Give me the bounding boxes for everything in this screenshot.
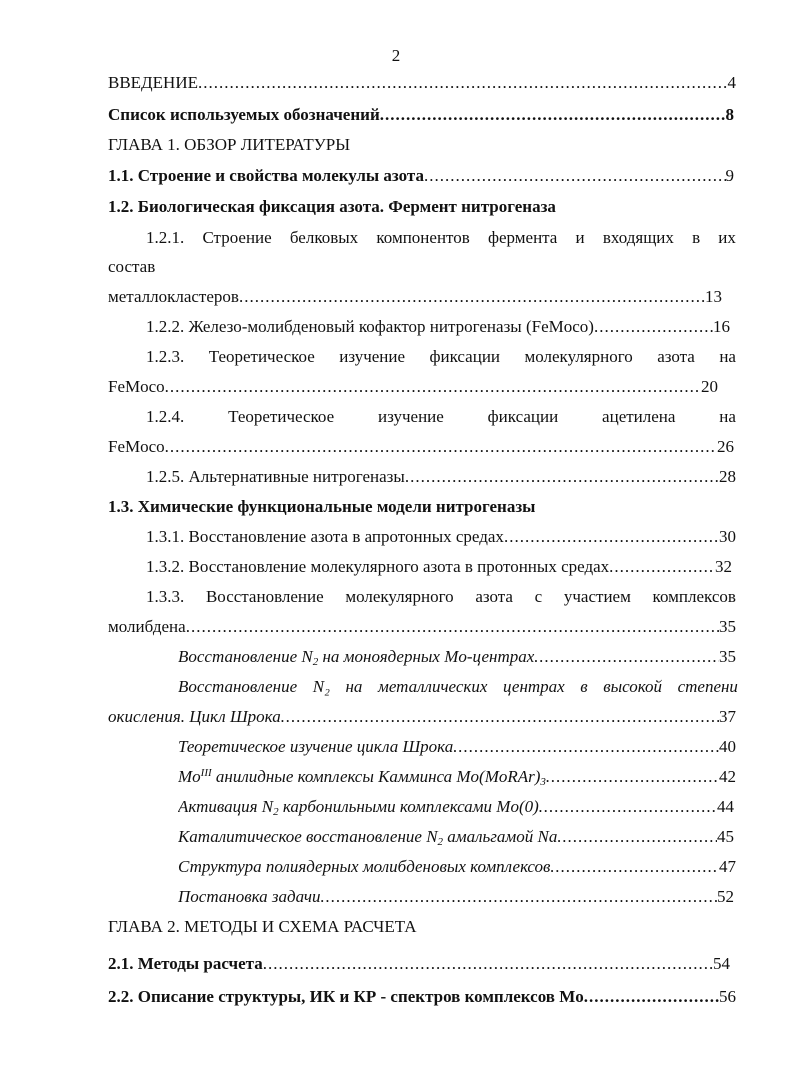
toc-title: Теоретическое изучение цикла Шрока: [178, 737, 454, 756]
word: Строение: [202, 228, 272, 247]
toc-title: молибдена: [108, 617, 186, 636]
toc-page: 35: [719, 617, 736, 636]
toc-leader: [198, 72, 728, 94]
word: фиксации: [487, 407, 559, 426]
toc-page: 8: [725, 105, 734, 124]
word: Восстановление: [178, 677, 298, 696]
toc-entry-1-2-1-line2: состав: [108, 257, 156, 276]
toc-entry-schrock-theory[interactable]: [178, 736, 736, 760]
toc-entry-1-3-3-line1[interactable]: [146, 586, 736, 610]
word: с: [534, 587, 543, 606]
toc-entry-2-2[interactable]: [108, 986, 736, 1010]
toc-leader: [550, 856, 719, 878]
toc-leader: [453, 736, 719, 758]
word: азота: [475, 587, 513, 606]
toc-entry-polynuclear[interactable]: [178, 856, 736, 880]
word: Восстановление: [205, 587, 324, 606]
toc-entry-catalytic[interactable]: [178, 826, 734, 850]
toc-title: 1.1. Строение и свойства молекулы азота: [108, 166, 424, 185]
word: белковых: [289, 228, 359, 247]
word: в: [580, 677, 588, 696]
toc-title: $Mo^{III}$ анилидные комплексы Камминса $Mo(MoRAr)_3$: [178, 767, 546, 788]
toc-entry-schrock-line2[interactable]: [108, 706, 736, 730]
toc-page: 40: [719, 737, 736, 756]
toc-page: 30: [719, 527, 736, 546]
toc-title: 1.2.2. Железо-молибденовый кофактор нитрогеназы (FeMoco): [146, 317, 594, 336]
toc-leader: [281, 706, 719, 728]
toc-leader: [546, 766, 719, 788]
toc-page: 45: [717, 827, 734, 846]
toc-title: 2.1. Методы расчета: [108, 954, 263, 973]
toc-page: 4: [727, 73, 736, 92]
word: изучение: [339, 347, 406, 366]
toc-page: 32: [715, 557, 732, 576]
toc-entry-mononuclear[interactable]: [178, 646, 736, 670]
toc-page: 47: [719, 857, 736, 876]
word: компонентов: [376, 228, 470, 247]
toc-entry-cummins[interactable]: [178, 766, 736, 790]
toc-leader: [380, 104, 726, 126]
toc-title: FeMoco: [108, 377, 165, 396]
word: металлических: [377, 677, 488, 696]
toc-page: 13: [705, 287, 722, 306]
toc-entry-1-2-1-line1[interactable]: [146, 227, 736, 251]
toc-entry-intro[interactable]: [108, 72, 736, 96]
word: на: [719, 407, 736, 426]
word: их: [718, 228, 736, 247]
word: фермента: [487, 228, 558, 247]
toc-entry-abbrev[interactable]: [108, 104, 734, 128]
word: высокой: [603, 677, 663, 696]
word: степени: [677, 677, 738, 696]
toc-title: окисления. Цикл Шрока: [108, 707, 281, 726]
toc-chapter-1[interactable]: ГЛАВА 1. ОБЗОР ЛИТЕРАТУРЫ: [108, 135, 351, 154]
toc-entry-1-2-3-line1[interactable]: [146, 346, 736, 370]
toc-entry-2-1[interactable]: [108, 953, 730, 977]
word: входящих: [602, 228, 674, 247]
toc-entry-1-2-3-line2[interactable]: [108, 376, 718, 400]
toc-chapter-2[interactable]: ГЛАВА 2. МЕТОДЫ И СХЕМА РАСЧЕТА: [108, 917, 417, 936]
toc-page: 28: [719, 467, 736, 486]
toc-title: металлокластеров: [108, 287, 239, 306]
toc-title: Список используемых обозначений: [108, 105, 380, 124]
toc-title: Постановка задачи: [178, 887, 321, 906]
toc-leader: [239, 286, 705, 308]
toc-leader: [557, 826, 717, 848]
toc-page: 9: [725, 166, 734, 185]
toc-page: 52: [717, 887, 734, 906]
toc-entry-1-2-5[interactable]: [146, 466, 736, 490]
toc-title: Восстановление $N_2$ на моноядерных Mo-центрах: [178, 647, 535, 668]
toc-entry-1-1[interactable]: [108, 165, 734, 189]
toc-title: Активация $N_2$ карбонильными комплексами Mo(0): [178, 797, 539, 818]
toc-page: 56: [719, 987, 736, 1006]
word: азота: [657, 347, 695, 366]
word: в: [692, 228, 701, 247]
toc-entry-1-2-2[interactable]: [146, 316, 730, 340]
word: 1.2.3.: [146, 347, 185, 366]
toc-title: 1.2.5. Альтернативные нитрогеназы: [146, 467, 405, 486]
toc-entry-1-2-4-line1[interactable]: [146, 406, 736, 430]
toc-page: 26: [717, 437, 734, 456]
toc-leader: [504, 526, 719, 548]
toc-leader: [405, 466, 719, 488]
toc-section-1-3[interactable]: 1.3. Химические функциональные модели нитрогеназы: [108, 497, 536, 516]
word: молекулярного: [345, 587, 454, 606]
toc-leader: [186, 616, 719, 638]
toc-leader: [594, 316, 713, 338]
word: фиксации: [429, 347, 501, 366]
toc-page: 20: [701, 377, 718, 396]
word: 1.2.4.: [146, 407, 185, 426]
toc-title: Каталитическое восстановление $N_2$ амальгамой Na: [178, 827, 558, 848]
toc-leader: [534, 646, 719, 668]
toc-entry-1-3-2[interactable]: [146, 556, 732, 580]
toc-page: 37: [719, 707, 736, 726]
toc-entry-1-2-1-line3[interactable]: [108, 286, 722, 310]
toc-entry-task[interactable]: [178, 886, 734, 910]
toc-leader: [584, 986, 719, 1008]
toc-title: 2.2. Описание структуры, ИК и КР - спектров комплексов Mo: [108, 987, 584, 1006]
toc-leader: [263, 953, 713, 975]
toc-entry-1-2-4-line2[interactable]: [108, 436, 734, 460]
toc-entry-1-3-3-line2[interactable]: [108, 616, 736, 640]
toc-leader: [165, 436, 717, 458]
word: участием: [563, 587, 631, 606]
word: комплексов: [652, 587, 736, 606]
toc-leader: [539, 796, 717, 818]
toc-title: Структура полиядерных молибденовых комплексов: [178, 857, 551, 876]
word: Теоретическое: [228, 407, 335, 426]
word: и: [575, 228, 585, 247]
word: на: [345, 677, 363, 696]
toc-page: 16: [713, 317, 730, 336]
word: Теоретическое: [208, 347, 315, 366]
word: 1.3.3.: [146, 587, 185, 606]
toc-leader: [165, 376, 701, 398]
word: на: [719, 347, 736, 366]
word: 1.2.1.: [146, 228, 185, 247]
toc-entry-1-3-1[interactable]: [146, 526, 736, 550]
toc-section-1-2[interactable]: 1.2. Биологическая фиксация азота. Фермент нитрогеназа: [108, 197, 556, 216]
word: N₂: [312, 677, 330, 696]
toc-title: ВВЕДЕНИЕ: [108, 73, 198, 92]
word: центрах: [502, 677, 565, 696]
toc-entry-schrock-line1[interactable]: [178, 676, 738, 700]
word: ацетилена: [602, 407, 676, 426]
page-number: 2: [391, 46, 401, 65]
toc-entry-carbonyl[interactable]: [178, 796, 734, 820]
toc-page: 44: [717, 797, 734, 816]
word: молекулярного: [524, 347, 633, 366]
toc-leader: [321, 886, 717, 908]
toc-page: 35: [719, 647, 736, 666]
toc-title: 1.3.1. Восстановление азота в апротонных средах: [146, 527, 504, 546]
toc-title: 1.3.2. Восстановление молекулярного азота в протонных средах: [146, 557, 610, 576]
toc-title: FeMoco: [108, 437, 165, 456]
toc-page: 54: [713, 954, 730, 973]
word: изучение: [378, 407, 444, 426]
toc-page: 42: [719, 767, 736, 786]
toc-leader: [424, 165, 726, 187]
toc-leader: [609, 556, 715, 578]
